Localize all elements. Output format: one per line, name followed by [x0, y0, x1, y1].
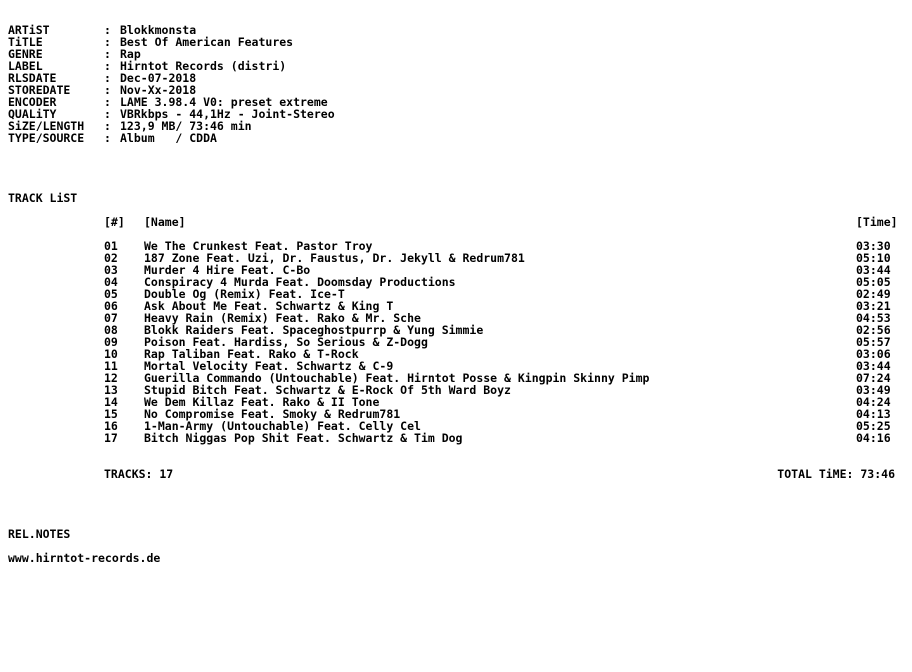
info-value: Album / CDDA — [120, 131, 217, 145]
info-separator: : — [104, 71, 111, 85]
track-name: Rap Taliban Feat. Rako & T-Rock — [144, 347, 359, 361]
track-number: 02 — [104, 251, 118, 265]
track-time: 03:06 — [856, 347, 891, 361]
info-value: Rap — [120, 47, 141, 61]
col-header-name: [Name] — [144, 215, 186, 229]
info-separator: : — [104, 23, 111, 37]
track-name: Mortal Velocity Feat. Schwartz & C-9 — [144, 359, 394, 373]
total-time: TOTAL TiME: 73:46 — [777, 467, 895, 481]
info-separator: : — [104, 131, 111, 145]
info-value: Blokkmonsta — [120, 23, 197, 37]
track-time: 05:57 — [856, 335, 891, 349]
track-name: Poison Feat. Hardiss, So Serious & Z-Dogg — [144, 335, 428, 349]
track-name: No Compromise Feat. Smoky & Redrum781 — [144, 407, 401, 421]
release-notes-heading: REL.NOTES — [8, 527, 71, 541]
info-value: 123,9 MB/ 73:46 min — [120, 119, 252, 133]
track-number: 09 — [104, 335, 118, 349]
track-time: 04:53 — [856, 311, 891, 325]
track-number: 13 — [104, 383, 118, 397]
track-time: 07:24 — [856, 371, 891, 385]
info-separator: : — [104, 119, 111, 133]
track-name: We Dem Killaz Feat. Rako & II Tone — [144, 395, 380, 409]
track-name: Bitch Niggas Pop Shit Feat. Schwartz & Tim Dog — [144, 431, 463, 445]
info-value: Best Of American Features — [120, 35, 294, 49]
track-number: 16 — [104, 419, 118, 433]
track-number: 14 — [104, 395, 118, 409]
track-name: Double Og (Remix) Feat. Ice-T — [144, 287, 345, 301]
info-key: ARTiST — [8, 23, 50, 37]
track-time: 03:49 — [856, 383, 891, 397]
track-time: 02:56 — [856, 323, 891, 337]
track-number: 08 — [104, 323, 118, 337]
track-name: Heavy Rain (Remix) Feat. Rako & Mr. Sche — [144, 311, 421, 325]
track-number: 03 — [104, 263, 118, 277]
track-number: 05 — [104, 287, 118, 301]
info-key: LABEL — [8, 59, 43, 73]
info-separator: : — [104, 59, 111, 73]
info-key: RLSDATE — [8, 71, 57, 85]
info-key: QUALiTY — [8, 107, 57, 121]
info-key: GENRE — [8, 47, 43, 61]
info-key: STOREDATE — [8, 83, 71, 97]
col-header-time: [Time] — [856, 215, 898, 229]
track-number: 11 — [104, 359, 118, 373]
info-value: LAME 3.98.4 V0: preset extreme — [120, 95, 328, 109]
track-time: 03:44 — [856, 263, 891, 277]
track-name: 187 Zone Feat. Uzi, Dr. Faustus, Dr. Jekyll & Redrum781 — [144, 251, 525, 265]
track-name: We The Crunkest Feat. Pastor Troy — [144, 239, 373, 253]
track-time: 04:24 — [856, 395, 891, 409]
track-time: 04:13 — [856, 407, 891, 421]
track-number: 15 — [104, 407, 118, 421]
info-separator: : — [104, 95, 111, 109]
track-name: Guerilla Commando (Untouchable) Feat. Hirntot Posse & Kingpin Skinny Pimp — [144, 371, 650, 385]
track-number: 17 — [104, 431, 118, 445]
info-separator: : — [104, 107, 111, 121]
track-name: 1-Man-Army (Untouchable) Feat. Celly Cel — [144, 419, 421, 433]
tracklist-heading: TRACK LiST — [8, 191, 78, 205]
info-value: Hirntot Records (distri) — [120, 59, 287, 73]
track-name: Ask About Me Feat. Schwartz & King T — [144, 299, 394, 313]
info-separator: : — [104, 83, 111, 97]
website-link[interactable]: www.hirntot-records.de — [8, 551, 161, 565]
track-name: Murder 4 Hire Feat. C-Bo — [144, 263, 311, 277]
info-value: Dec-07-2018 — [120, 71, 197, 85]
track-name: Stupid Bitch Feat. Schwartz & E-Rock Of 5th Ward Boyz — [144, 383, 511, 397]
info-separator: : — [104, 35, 111, 49]
info-key: TiTLE — [8, 35, 43, 49]
track-count: TRACKS: 17 — [104, 467, 174, 481]
track-time: 04:16 — [856, 431, 891, 445]
track-name: Blokk Raiders Feat. Spaceghostpurrp & Yung Simmie — [144, 323, 484, 337]
track-number: 06 — [104, 299, 118, 313]
track-number: 12 — [104, 371, 118, 385]
info-key: SiZE/LENGTH — [8, 119, 85, 133]
info-separator: : — [104, 47, 111, 61]
col-header-number: [#] — [104, 215, 125, 229]
track-time: 02:49 — [856, 287, 891, 301]
track-number: 01 — [104, 239, 118, 253]
track-time: 03:44 — [856, 359, 891, 373]
track-time: 03:30 — [856, 239, 891, 253]
track-number: 07 — [104, 311, 118, 325]
info-value: VBRkbps - 44,1Hz - Joint-Stereo — [120, 107, 335, 121]
track-time: 03:21 — [856, 299, 891, 313]
track-name: Conspiracy 4 Murda Feat. Doomsday Productions — [144, 275, 456, 289]
info-value: Nov-Xx-2018 — [120, 83, 197, 97]
track-number: 04 — [104, 275, 118, 289]
info-key: TYPE/SOURCE — [8, 131, 85, 145]
track-time: 05:10 — [856, 251, 891, 265]
track-time: 05:05 — [856, 275, 891, 289]
info-key: ENCODER — [8, 95, 57, 109]
track-time: 05:25 — [856, 419, 891, 433]
track-number: 10 — [104, 347, 118, 361]
